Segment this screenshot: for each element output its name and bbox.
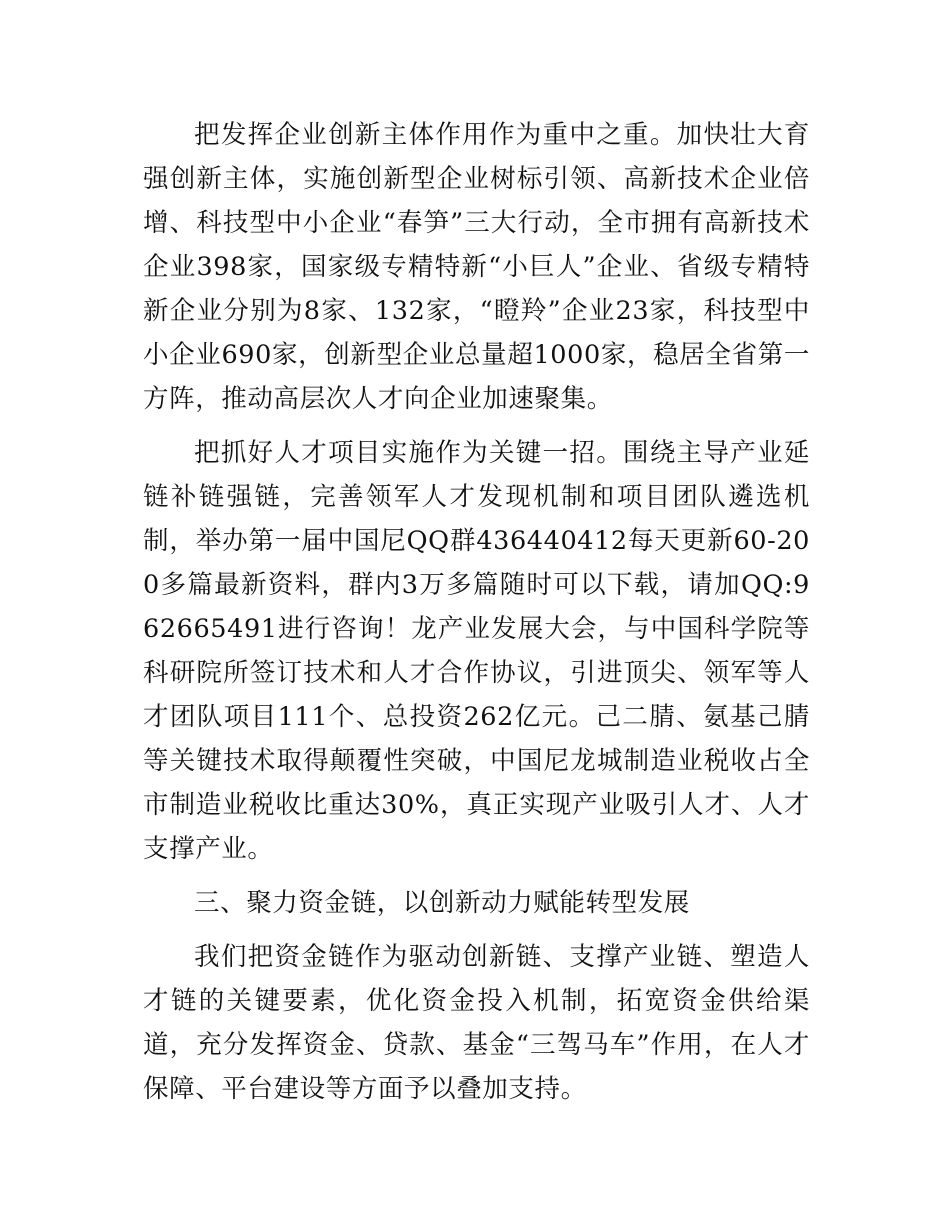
paragraph-gap <box>143 421 810 431</box>
paragraph-capital-chain: 我们把资金链作为驱动创新链、支撑产业链、塑造人才链的关键要素，优化资金投入机制，拓宽资金供给渠道，充分发挥资金、贷款、基金“三驾马车”作用，在人才保障、平台建设等方面予以叠加支持。 <box>143 942 810 1104</box>
paragraph-enterprise-innovation: 把发挥企业创新主体作用作为重中之重。加快壮大育强创新主体，实施创新型企业树标引领、高新技术企业倍增、科技型中小企业“春笋”三大行动，全市拥有高新技术企业398家，国家级专精特新“小巨人”企业、省级专精特新企业分别为8家、132家，“瞪羚”企业23家，科技型中小企业690家，创新型企业总量超1000家，稳居全省第一方阵，推动高层次人才向企业加速聚集。 <box>143 120 810 414</box>
paragraph-gap <box>143 925 810 935</box>
document-page <box>143 113 810 1111</box>
section-heading-capital-chain: 三、聚力资金链，以创新动力赋能转型发展 <box>194 888 690 918</box>
paragraph-talent-projects: 把抓好人才项目实施作为关键一招。围绕主导产业延链补链强链，完善领军人才发现机制和项目团队遴选机制，举办第一届中国尼QQ群436440412每天更新60-200多篇最新资料，群内3万多篇随时可以下载，请加QQ:962665491进行咨询！龙产业发展大会，与中国科学院等科研院所签订技术和人才合作协议，引进顶尖、领军等人才团队项目111个、总投资262亿元。己二腈、氨基己腈等关键技术取得颠覆性突破，中国尼龙城制造业税收占全市制造业税收比重达30%，真正实现产业吸引人才、人才支撑产业。 <box>143 438 810 864</box>
paragraph-gap <box>143 871 810 881</box>
